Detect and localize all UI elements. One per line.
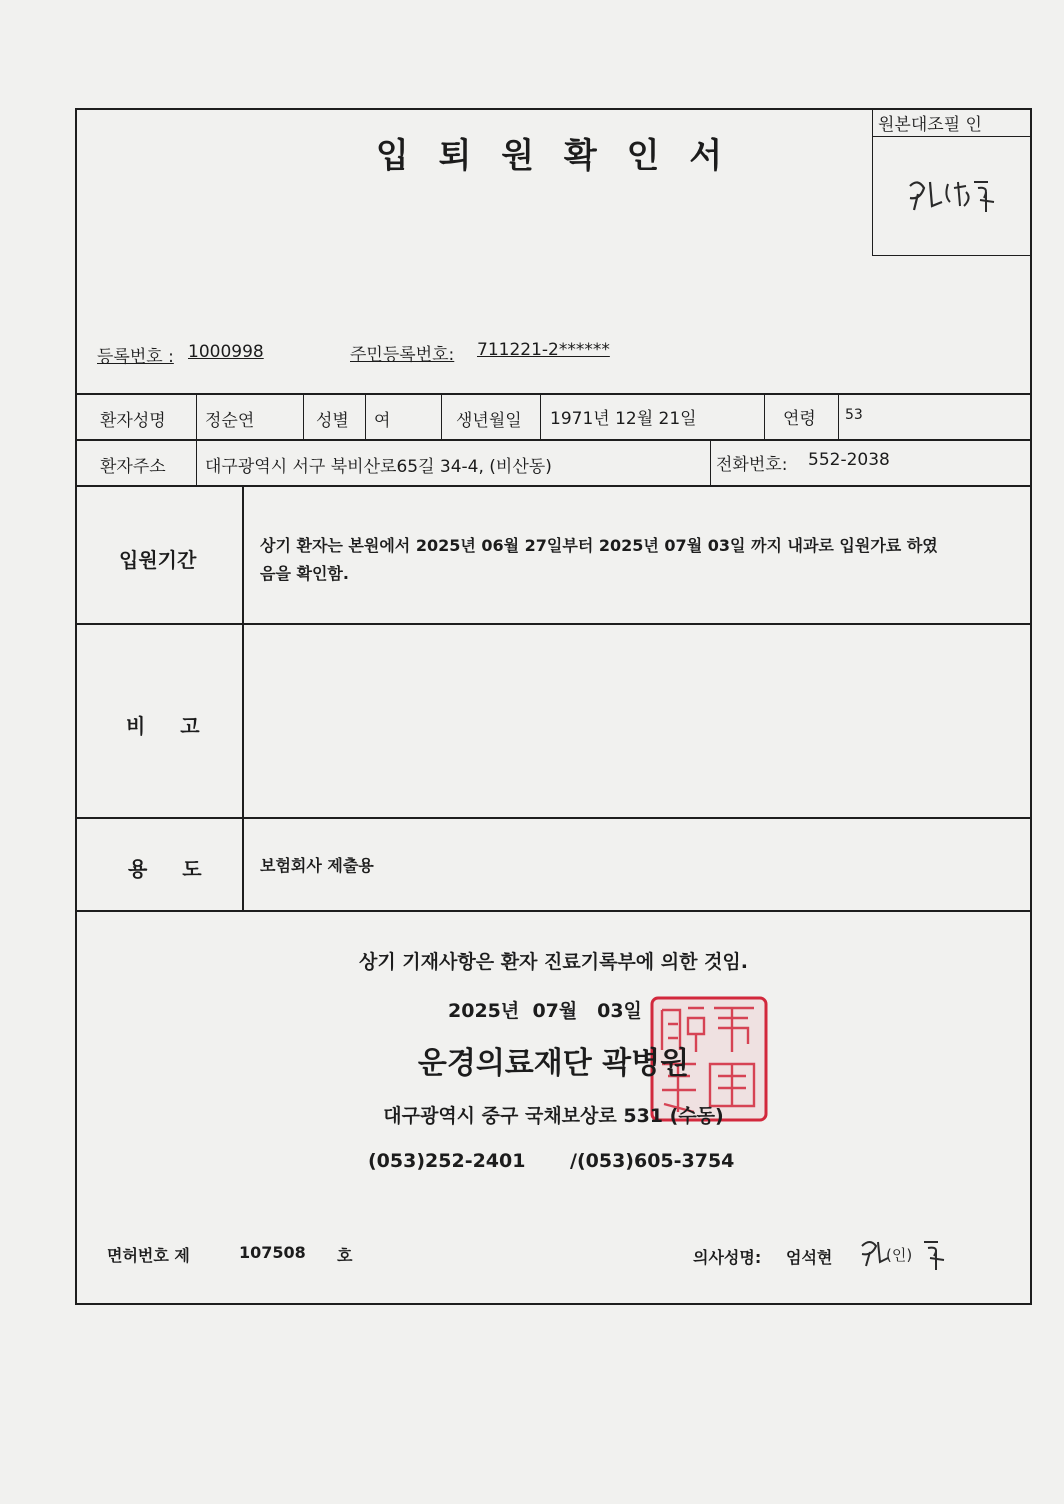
patient-address-value: 대구광역시 서구 북비산로65길 34-4, (비산동) — [205, 457, 552, 477]
purpose-label: 용 도 — [128, 857, 216, 881]
grid-line-v-age — [838, 393, 839, 440]
section-divider-v — [242, 485, 244, 911]
patient-phone-value: 552-2038 — [808, 450, 890, 470]
patient-phone-label: 전화번호: — [716, 455, 788, 475]
license-label: 면허번호 제 — [107, 1246, 190, 1265]
grid-line-v-phone — [710, 440, 711, 487]
patient-age-value: 53 — [845, 407, 863, 423]
hospital-phone-1: (053)252-2401 — [368, 1150, 526, 1172]
grid-line-v-doblabel — [441, 393, 442, 440]
remarks-label: 비 고 — [126, 714, 214, 738]
document-title: 입 퇴 원 확 인 서 — [375, 136, 732, 176]
section-line-3 — [75, 910, 1032, 912]
grid-line-v-sexlabel — [303, 393, 304, 440]
section-line-2 — [75, 817, 1032, 819]
patient-dob-value: 1971년 12월 21일 — [550, 409, 697, 429]
svg-text:(인): (인) — [886, 1246, 913, 1264]
stamp-box-bottom — [872, 255, 1030, 256]
grid-line-v-name — [196, 393, 197, 487]
records-statement: 상기 기재사항은 환자 진료기록부에 의한 것임. — [358, 951, 749, 973]
patient-address-label: 환자주소 — [100, 457, 166, 477]
license-number: 107508 — [239, 1243, 306, 1262]
frame-bottom — [75, 1303, 1032, 1305]
license-suffix: 호 — [337, 1246, 353, 1265]
grid-line-v-agelabel — [764, 393, 765, 440]
grid-line-h3 — [75, 485, 1032, 487]
issue-date: 2025년 07월 03일 — [448, 1000, 642, 1022]
reg-no-value: 1000998 — [188, 342, 264, 362]
patient-name-value: 정순연 — [205, 411, 255, 431]
doctor-label: 의사성명: — [693, 1248, 762, 1267]
original-copy-signature — [900, 172, 1000, 217]
admission-period-text-line2: 음을 확인함. — [260, 564, 349, 583]
admission-period-label: 입원기간 — [119, 548, 197, 572]
patient-sex-value: 여 — [374, 411, 391, 431]
doctor-signature — [856, 1232, 948, 1274]
grid-line-h1 — [75, 393, 1032, 395]
grid-line-v-dob — [540, 393, 541, 440]
hospital-address: 대구광역시 중구 국채보상로 531 (수동) — [383, 1105, 724, 1127]
purpose-value: 보험회사 제출용 — [260, 856, 374, 875]
patient-sex-label: 성별 — [316, 411, 349, 431]
hospital-name: 운경의료재단 곽병원 — [417, 1046, 690, 1081]
patient-name-label: 환자성명 — [100, 411, 166, 431]
patient-age-label: 연령 — [783, 409, 816, 429]
doctor-name: 엄석현 — [786, 1248, 833, 1267]
original-copy-stamp-label: 원본대조필 인 — [878, 115, 982, 135]
grid-line-v-sex — [365, 393, 366, 440]
grid-line-h2 — [75, 439, 1032, 441]
reg-no-label: 등록번호 : — [97, 347, 174, 367]
admission-period-text-line1: 상기 환자는 본원에서 2025년 06월 27일부터 2025년 07월 03일 까지 내과로 입원가료 하였 — [260, 536, 938, 555]
hospital-phone-2: /(053)605-3754 — [570, 1150, 735, 1172]
resident-no-label: 주민등록번호: — [350, 345, 455, 365]
patient-dob-label: 생년월일 — [456, 411, 522, 431]
resident-no-value: 711221-2****** — [477, 340, 610, 360]
section-line-1 — [75, 623, 1032, 625]
